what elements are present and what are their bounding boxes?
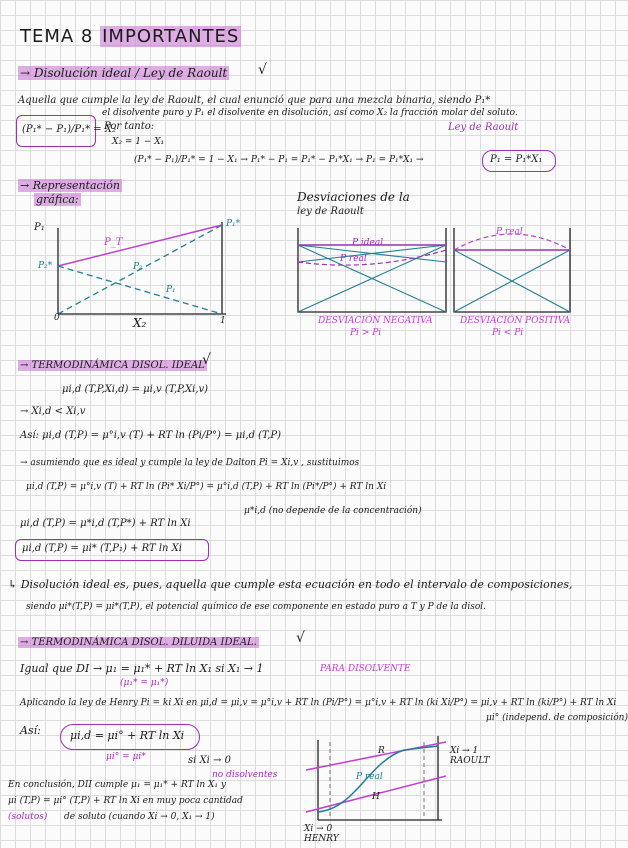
sec3-l7: μi,d (T,P) = μi* (T,P₁) + RT ln Xi (22, 543, 182, 554)
sec3-l3: Así: μi,d (T,P) = μ°i,v (T) + RT ln (Pi/P°) = μi,d (T,P) (20, 430, 282, 441)
neg-real-label: P real (340, 254, 367, 264)
henry-bottom-a: Xi → 0 (304, 824, 333, 834)
page-title: TEMA 8 IMPORTANTES (20, 26, 240, 47)
raoult-line (306, 742, 446, 770)
eq-x2: X₂ = 1 − X₁ (112, 137, 165, 147)
deviations-heading-b: ley de Raoult (297, 206, 364, 217)
raoult-formula: (P₁* − P₁)/P₁* = X₂ (22, 124, 116, 135)
neg-ideal-label: P ideal (352, 238, 384, 248)
sec3-l9: siendo μi*(T,P) = μi*(T,P), el potencial químico de ese componente en estado puro a T y P de la disol. (26, 602, 487, 612)
sec1-line1: Aquella que cumple la ley de Raoult, el cual enunció que para una mezcla binaria, siendo P₁* (18, 95, 491, 106)
section2-heading-b: gráfica: (36, 193, 79, 206)
sec3-l4: → asumiendo que es ideal y cumple la ley de Dalton Pi = Xi,v , sustituimos (20, 458, 360, 468)
final-formula: P₁ = P₁*X₁ (490, 154, 543, 165)
sec4-l3-tag: no disolventes (212, 770, 278, 780)
graph-p1-star: P₁* (226, 219, 241, 229)
sec4-l2-note: μi° (independ. de composición) (486, 713, 628, 723)
section3-heading: → TERMODINÁMICA DISOL. IDEAL (20, 360, 205, 371)
check-icon: √ (296, 630, 305, 646)
graph-x-min: 0 (54, 313, 60, 323)
sec3-l5-note: μ*i,d (no depende de la concentración) (244, 506, 422, 516)
sec3-l2: → Xi,d < Xi,v (20, 406, 86, 417)
graph-p2-label: P₂ (133, 262, 143, 272)
sec4-l6: de soluto (cuando Xi → 0, X₁ → 1) (64, 812, 215, 822)
check-icon: √ (202, 352, 211, 368)
sec4-l6-tag: (solutos) (8, 812, 48, 822)
graph-y-label: P₁ (34, 222, 45, 233)
pos-real-label: P real (496, 227, 523, 237)
pos-caption-b: Pi < Pi (492, 328, 524, 338)
sec4-l1: Igual que DI → μ₁ = μ₁* + RT ln X₁ si X₁ → 1 (20, 662, 264, 675)
neg-caption-b: Pi > Pi (350, 328, 382, 338)
sec4-l2: Aplicando la ley de Henry Pi = ki Xi en μi,d = μi,v = μ°i,v + RT ln (Pi/P°) = μ°i,v + RT ln (ki Xi/P°) = μi,v + RT ln (ki/P°) + RT ln Xi (20, 698, 617, 708)
sec3-l1: μi,d (T,P,Xi,d) = μi,v (T,P,Xi,v) (62, 384, 209, 395)
sec4-l3-cond: si Xi → 0 (188, 755, 231, 766)
graph-p2-star: P₂* (38, 261, 53, 271)
henry-real-label: P real (356, 772, 383, 782)
graph-pt-label: P_T (104, 237, 123, 248)
henry-h-label: H (372, 792, 380, 802)
section4-heading: → TERMODINÁMICA DISOL. DILUIDA IDEAL. (20, 637, 257, 648)
raoult-label: Ley de Raoult (448, 122, 519, 133)
graph-x-label: X₂ (133, 316, 147, 330)
sec1-line2: el disolvente puro y P₁ el disolvente en disolución, así como X₂ la fracción molar del soluto. (102, 108, 518, 118)
sec3-l5: μi,d (T,P) = μ°i,v (T) + RT ln (Pi* Xi/P°) = μ°i,d (T,P) + RT ln (Pi*/P°) + RT ln Xi (26, 482, 387, 492)
title-highlight: IMPORTANTES (102, 26, 240, 47)
sec4-l3: μi,d = μi° + RT ln Xi (70, 729, 185, 742)
check-icon: √ (258, 62, 267, 78)
sec4-l1-tag: PARA DISOLVENTE (320, 664, 411, 674)
sec4-l5: μi (T,P) = μi° (T,P) + RT ln Xi en muy poca cantidad (8, 796, 243, 806)
sec4-asi: Así: (20, 724, 41, 737)
sec4-l3-sub: μi° = μi* (106, 752, 146, 762)
sec4-l1-sub: (μ₁* = μ₁*) (120, 678, 169, 688)
neg-caption-a: DESVIACIÓN NEGATIVA (318, 316, 433, 326)
henry-r-label: R (378, 746, 385, 756)
sec3-l6: μi,d (T,P) = μ*i,d (T,P*) + RT ln Xi (20, 518, 191, 529)
section2-heading: → Representación (20, 179, 120, 192)
eq-derivation: (P₁* − P₁)/P₁* = 1 − X₁ → P₁* − P₁ = P₁* − P₁*X₁ → P₁ = P₁*X₁ → (134, 155, 424, 165)
henry-top-right-a: Xi → 1 (450, 746, 479, 756)
por-tanto: Por tanto: (104, 121, 155, 132)
deviations-heading-a: Desviaciones de la (297, 190, 410, 204)
sec4-l4: En conclusión, DII cumple μ₁ = μ₁* + RT ln X₁ y (8, 780, 226, 790)
henry-top-right-b: RAOULT (450, 756, 490, 766)
sec3-l8: ↳ Disolución ideal es, pues, aquella que cumple esta ecuación en todo el intervalo de composiciones, (8, 578, 573, 591)
graph-p1-label: P₁ (166, 285, 176, 295)
pos-caption-a: DESVIACIÓN POSITIVA (460, 316, 571, 326)
henry-bottom-b: HENRY (304, 834, 339, 844)
graph-x-max: 1 (220, 316, 226, 326)
section1-heading: → Disolución ideal / Ley de Raoult (20, 66, 228, 80)
